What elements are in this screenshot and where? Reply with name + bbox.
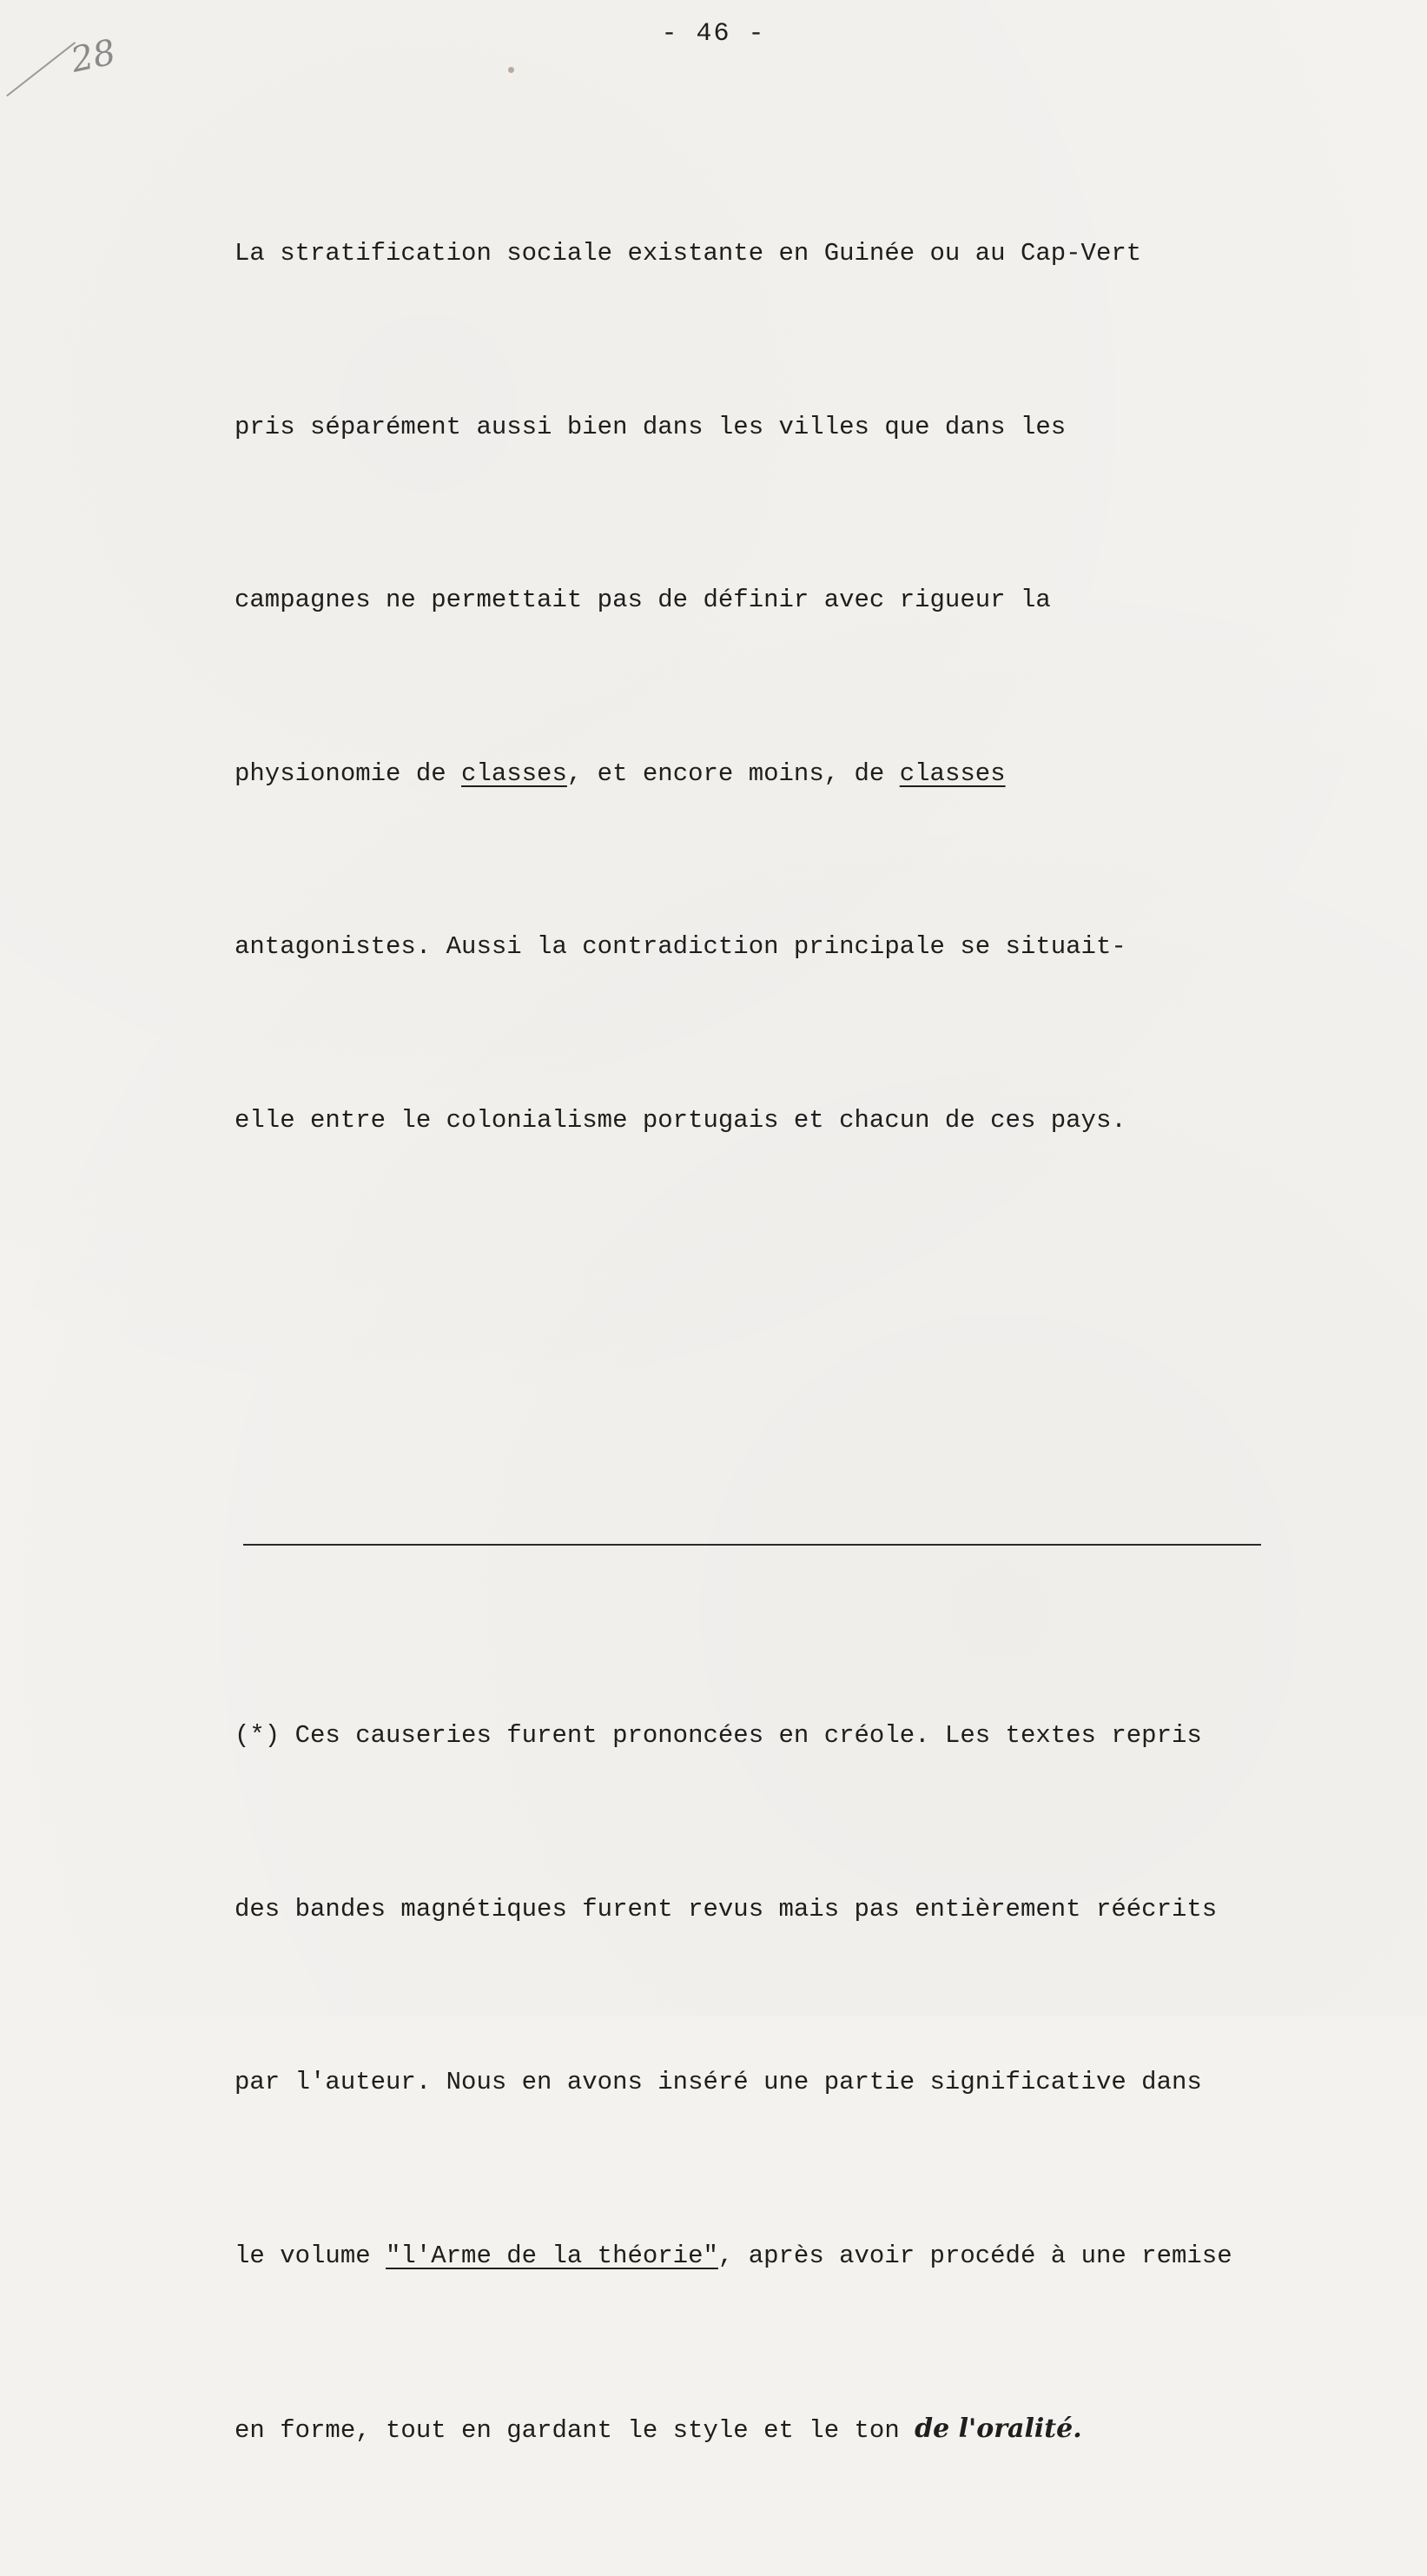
ink-dot <box>508 67 514 73</box>
margin-annotation: 28 <box>67 32 120 81</box>
underlined-word: classes <box>461 758 567 788</box>
footnote-text-segment: le volume <box>235 2241 386 2270</box>
footnote-separator <box>243 1544 1261 1546</box>
footnote-line: des bandes magnétiques furent revus mais pas entièrement réécrits <box>235 1894 1218 1924</box>
underlined-word: classes <box>899 758 1006 788</box>
footnote-line: (*) Ces causeries furent prononcées en créole. Les textes repris <box>235 1721 1202 1750</box>
footnote <box>235 1592 1398 2576</box>
body-line: antagonistes. Aussi la contradiction principale se situait- <box>235 932 1126 961</box>
body-line <box>235 745 1381 804</box>
body-line: La stratification sociale existante en Guinée ou au Cap-Vert <box>235 239 1142 268</box>
page-number: - 46 - <box>661 19 766 49</box>
body-text-segment: , et encore moins, de <box>566 758 900 788</box>
body-line: campagnes ne permettait pas de définir avec rigueur la <box>235 586 1051 614</box>
margin-slash-mark <box>6 42 76 96</box>
body-line: pris séparément aussi bien dans les villes que dans les <box>235 412 1067 441</box>
book-title: "l'Arme de la théorie" <box>386 2241 718 2270</box>
footnote-line <box>235 2228 1398 2286</box>
footnote-text-segment: , après avoir procédé à une remise <box>717 2241 1232 2270</box>
body-text-segment: physionomie de <box>235 758 462 788</box>
footnote-text-segment: en forme, tout en gardant le style et le ton <box>235 2416 915 2445</box>
footnote-line <box>235 2401 1398 2460</box>
body-line: elle entre le colonialisme portugais et chacun de ces pays. <box>235 1105 1126 1135</box>
footnote-line: par l'auteur. Nous en avons inséré une partie significative dans <box>235 2068 1202 2096</box>
handwritten-addition: de l'oralité. <box>915 2414 1082 2444</box>
body-paragraph <box>235 109 1381 1265</box>
